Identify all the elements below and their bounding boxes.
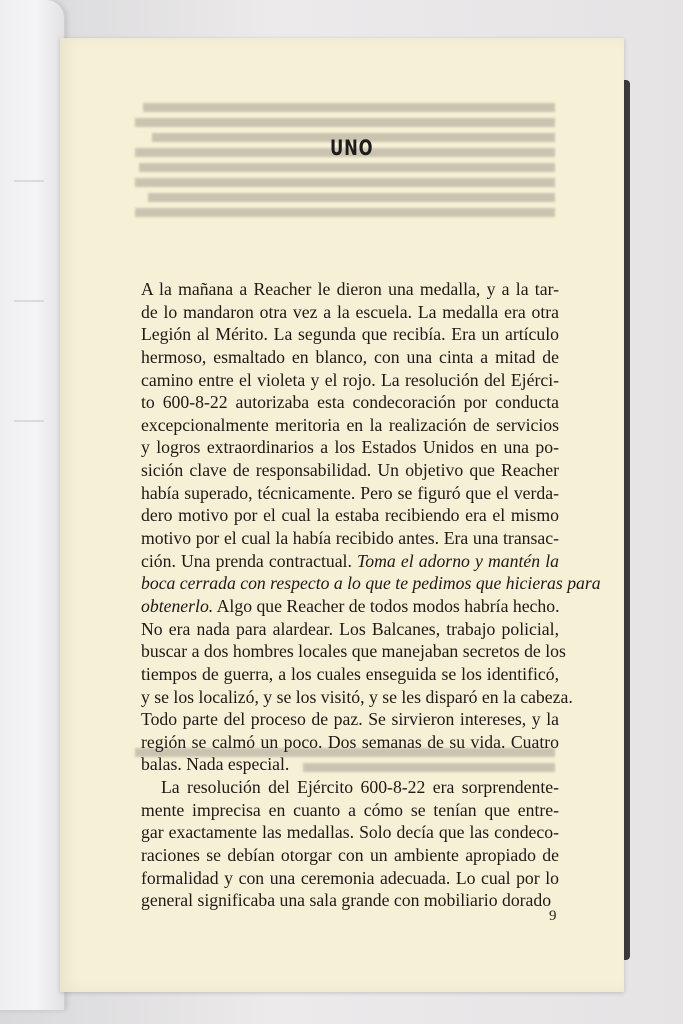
text-line: [141, 527, 559, 550]
text-run: gar exactamente las medallas. Solo decía que las condeco-: [141, 822, 559, 843]
text-run: y logros extraordinarios a los Estados Unidos en una po-: [141, 437, 559, 458]
facing-page-ghost-mark: [14, 420, 44, 422]
text-run: to 600-8-22 autorizaba esta condecoración por conducta: [141, 392, 559, 413]
text-run: y se los localizó, y se los visitó, y se les disparó en la cabeza.: [141, 686, 573, 707]
text-run: había superado, técnicamente. Pero se figuró que el verda-: [141, 482, 559, 503]
italic-text-run: Toma el adorno y mantén la: [357, 550, 560, 571]
text-line: [141, 663, 559, 686]
facing-page-ghost-mark: [14, 300, 44, 302]
text-line: [141, 867, 559, 890]
text-line: [141, 504, 559, 527]
text-line: [141, 799, 559, 822]
text-line: [141, 391, 559, 414]
page-number: 9: [549, 908, 557, 924]
text-run: motivo por el cual la había recibido antes. Era una transac-: [141, 528, 559, 549]
text-line: [141, 301, 559, 324]
text-run: A la mañana a Reacher le dieron una medalla, y a la tar-: [141, 279, 559, 299]
text-run: dero motivo por el cual la estaba recibiendo era el mismo: [141, 505, 559, 526]
text-line: [141, 618, 559, 641]
text-run: No era nada para alardear. Los Balcanes, trabajo policial,: [141, 618, 559, 639]
text-run: buscar a dos hombres locales que manejaban secretos de los: [141, 641, 566, 662]
text-run: La resolución del Ejército 600-8-22 era sorprendente-: [161, 777, 559, 798]
text-line: [141, 776, 559, 799]
facing-page-ghost-mark: [14, 180, 44, 182]
text-line: [141, 414, 559, 437]
chapter-title: UNO: [330, 136, 374, 160]
text-line: [141, 686, 573, 709]
text-line: [141, 889, 559, 912]
text-line: [141, 323, 559, 346]
text-line: [141, 595, 559, 618]
text-run: Legión al Mérito. La segunda que recibía. Era un artículo: [141, 324, 559, 345]
text-run: de lo mandaron otra vez a la escuela. La medalla era otra: [141, 301, 559, 322]
text-line: [141, 753, 559, 776]
text-line: [141, 346, 559, 369]
text-line: [141, 844, 559, 867]
text-line: [141, 708, 559, 731]
chapter-body-text: [141, 278, 601, 912]
text-run: mente imprecisa en cuanto a cómo se tenían que entre-: [141, 799, 559, 820]
text-line: [141, 278, 559, 301]
text-line: [141, 459, 559, 482]
text-line: [141, 640, 566, 663]
text-run: tiempos de guerra, a los cuales enseguida se los identificó,: [141, 663, 559, 684]
text-run: formalidad y con una ceremonia adecuada. Lo cual por lo: [141, 867, 559, 888]
facing-page-edge: [0, 0, 65, 1010]
text-run: Algo que Reacher de todos modos habría hecho.: [213, 595, 560, 616]
text-line: [141, 436, 559, 459]
text-run: balas. Nada especial.: [141, 754, 290, 775]
text-run: región se calmó un poco. Dos semanas de su vida. Cuatro: [141, 731, 559, 752]
text-line: [141, 482, 559, 505]
text-line: [141, 550, 559, 573]
text-line: [141, 731, 559, 754]
text-line: [141, 821, 559, 844]
text-run: excepcionalmente meritoria en la realización de servicios: [141, 414, 559, 435]
italic-text-run: obtenerlo.: [141, 595, 214, 616]
text-line: [141, 572, 601, 595]
text-run: hermoso, esmaltado en blanco, con una cinta a mitad de: [141, 346, 559, 367]
text-run: raciones se debían otorgar con un ambiente apropiado de: [141, 845, 559, 866]
italic-text-run: boca cerrada con respecto a lo que te pedimos que hicieras para: [141, 573, 601, 594]
text-run: ción. Una prenda contractual.: [141, 550, 358, 571]
text-run: general significaba una sala grande con mobiliario dorado: [141, 890, 552, 911]
text-run: Todo parte del proceso de paz. Se sirvieron intereses, y la: [141, 709, 559, 730]
text-run: camino entre el violeta y el rojo. La resolución del Ejérci-: [141, 369, 559, 390]
text-line: [141, 369, 559, 392]
text-run: sición clave de responsabilidad. Un objetivo que Reacher: [141, 460, 559, 481]
